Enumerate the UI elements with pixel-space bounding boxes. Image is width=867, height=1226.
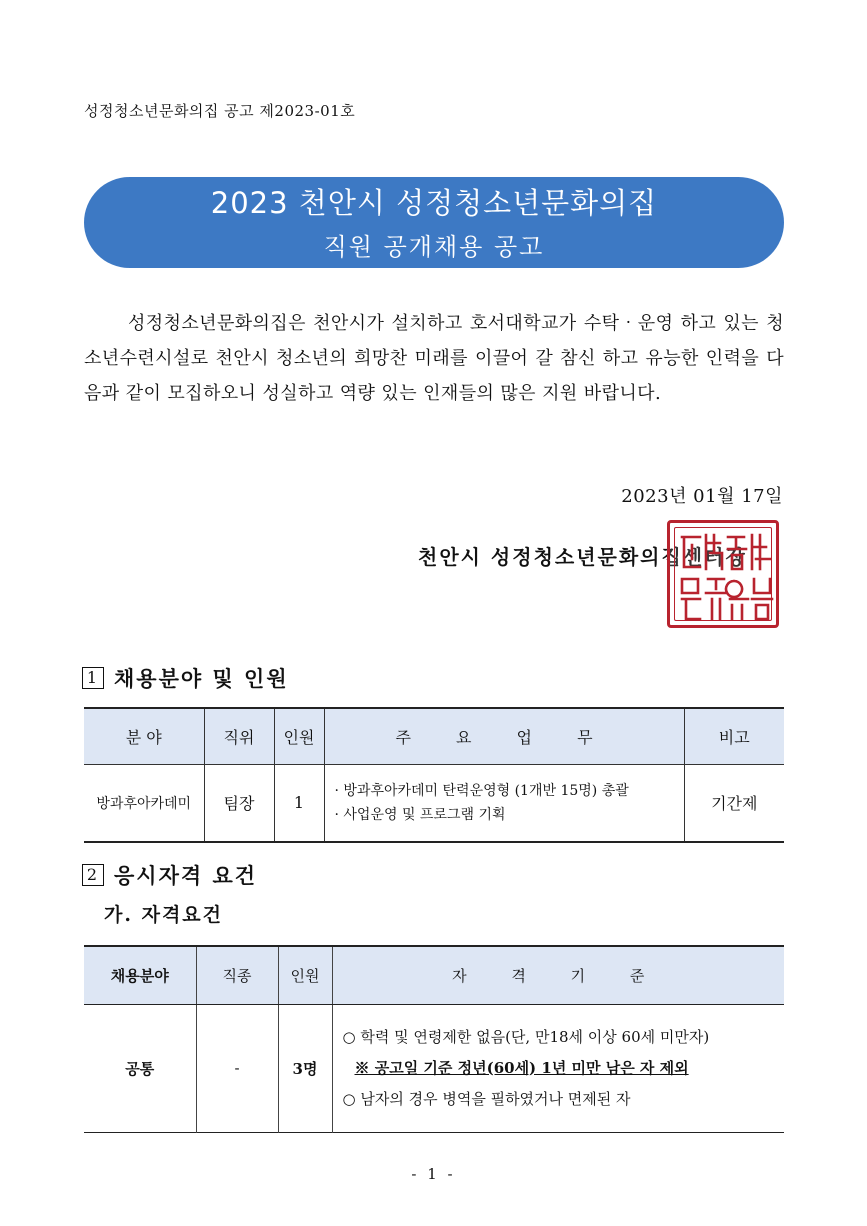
section-2-number: 2 bbox=[82, 864, 104, 886]
col-position: 직위 bbox=[204, 708, 274, 764]
seal-glyphs-icon bbox=[670, 523, 782, 631]
cell-position: 팀장 bbox=[204, 764, 274, 842]
notice-number: 성정청소년문화의집 공고 제2023-01호 bbox=[84, 102, 356, 120]
col-field: 분 야 bbox=[84, 708, 204, 764]
col-count: 인원 bbox=[274, 708, 324, 764]
criteria-item: ○ 학력 및 연령제한 없음(단, 만18세 이상 60세 미만자) bbox=[342, 1027, 710, 1046]
col-job-type: 직종 bbox=[196, 946, 278, 1004]
cell-job-type: - bbox=[196, 1004, 278, 1132]
table-row bbox=[84, 1004, 784, 1132]
section-1-heading bbox=[82, 663, 289, 693]
intro-text: 성정청소년문화의집은 천안시가 설치하고 호서대학교가 수탁‧운영 하고 있는 청소년수련시설로 천안시 청소년의 희망찬 미래를 이끌어 갈 참신 하고 유능한 인력을 다음과 같이 모집하오니 성실하고 역량 있는 인재들의 많은 지원 바랍니다. bbox=[84, 313, 784, 404]
cell-note: 기간제 bbox=[684, 764, 784, 842]
cell-count: 3명 bbox=[278, 1004, 332, 1132]
table-header-row bbox=[84, 946, 784, 1004]
cell-criteria bbox=[332, 1004, 784, 1132]
col-note: 비고 bbox=[684, 708, 784, 764]
cell-field: 방과후아카데미 bbox=[84, 764, 204, 842]
section-2-heading bbox=[82, 860, 257, 890]
title-banner bbox=[84, 177, 784, 268]
cell-field: 공통 bbox=[84, 1004, 196, 1132]
official-seal-stamp bbox=[667, 520, 779, 628]
col-criteria: 자 격 기 준 bbox=[332, 946, 784, 1004]
section-2-subtitle: 가. 자격요건 bbox=[104, 904, 223, 926]
page-number: - 1 - bbox=[411, 1165, 456, 1183]
recruitment-table bbox=[84, 707, 784, 843]
cell-duties bbox=[324, 764, 684, 842]
intro-paragraph bbox=[84, 306, 784, 411]
notice-date: 2023년 01월 17일 bbox=[621, 486, 783, 507]
title-main: 2023 천안시 성정청소년문화의집 bbox=[210, 186, 658, 220]
section-1-number: 1 bbox=[82, 667, 104, 689]
duty-item: · 방과후아카데미 탄력운영형 (1개반 15명) 총괄 bbox=[334, 782, 629, 799]
criteria-exclusion-note: ※ 공고일 기준 정년(60세) 1년 미만 남은 자 제외 bbox=[354, 1058, 689, 1077]
table-row bbox=[84, 764, 784, 842]
issuer-name: 천안시 성정청소년문화의집센터장 bbox=[418, 545, 747, 569]
duty-item: · 사업운영 및 프로그램 기획 bbox=[334, 806, 506, 823]
section-1-title: 채용분야 및 인원 bbox=[114, 666, 289, 691]
qualification-table bbox=[84, 945, 784, 1133]
section-2-title: 응시자격 요건 bbox=[114, 863, 258, 888]
col-duties: 주 요 업 무 bbox=[324, 708, 684, 764]
table-header-row bbox=[84, 708, 784, 764]
criteria-item: ○ 남자의 경우 병역을 필하였거나 면제된 자 bbox=[342, 1089, 631, 1108]
cell-count: 1 bbox=[274, 764, 324, 842]
title-sub: 직원 공개채용 공고 bbox=[323, 233, 545, 261]
col-count: 인원 bbox=[278, 946, 332, 1004]
col-field: 채용분야 bbox=[84, 946, 196, 1004]
